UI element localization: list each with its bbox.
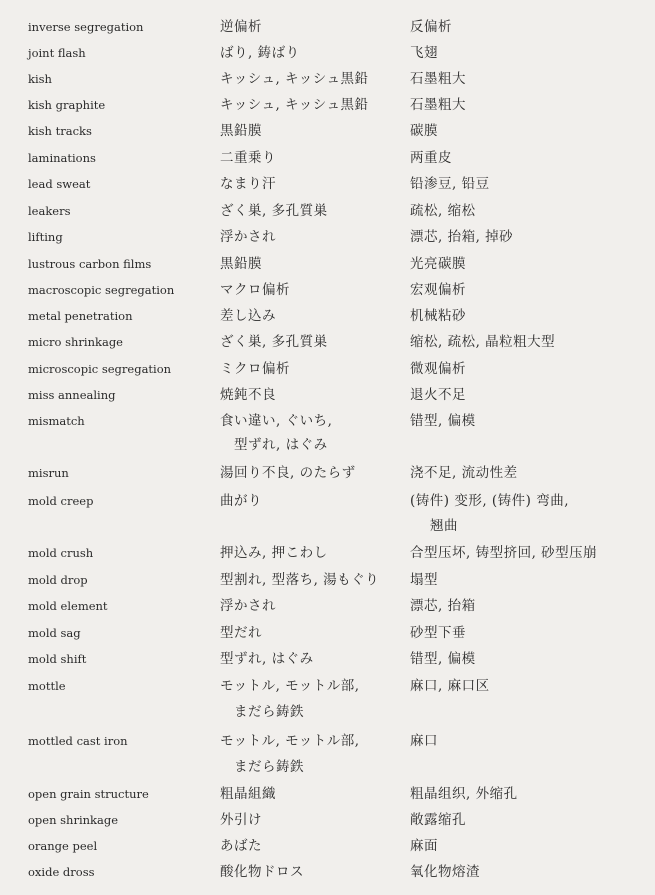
- term-japanese: マクロ偏析: [220, 282, 290, 298]
- term-english: open shrinkage: [28, 813, 119, 827]
- term-chinese: 浇不足, 流动性差: [410, 465, 518, 481]
- term-japanese: あばた: [220, 838, 262, 854]
- term-chinese: 麻面: [410, 838, 438, 854]
- term-english: mottle: [28, 679, 66, 693]
- term-japanese: ミクロ偏析: [220, 361, 290, 377]
- term-chinese: 敞露缩孔: [410, 812, 466, 828]
- term-english: joint flash: [28, 46, 86, 60]
- term-chinese: 光亮碳膜: [410, 256, 466, 272]
- term-japanese: 粗晶組織: [220, 786, 276, 802]
- term-english: mold element: [28, 599, 108, 613]
- term-japanese: ざく巣, 多孔質巣: [220, 203, 328, 219]
- term-japanese: 焼鈍不良: [220, 387, 276, 403]
- term-chinese: 机械粘砂: [410, 308, 466, 324]
- term-english: kish tracks: [28, 124, 92, 138]
- term-japanese: 浮かされ: [220, 229, 276, 245]
- term-english: mold drop: [28, 573, 88, 587]
- term-chinese: 飞翅: [410, 45, 438, 61]
- term-japanese: 曲がり: [220, 493, 262, 509]
- term-english: lead sweat: [28, 177, 91, 191]
- term-japanese: 型ずれ, はぐみ: [220, 651, 314, 667]
- term-english: lifting: [28, 230, 63, 244]
- term-english: open grain structure: [28, 787, 149, 801]
- term-japanese-continuation: まだら鋳鉄: [234, 759, 304, 775]
- term-chinese: 宏观偏析: [410, 282, 466, 298]
- term-english: microscopic segregation: [28, 362, 172, 376]
- term-japanese: モットル, モットル部,: [220, 678, 360, 694]
- term-english: mold crush: [28, 546, 94, 560]
- term-japanese-continuation: まだら鋳鉄: [234, 704, 304, 720]
- term-english: kish: [28, 72, 52, 86]
- term-japanese: モットル, モットル部,: [220, 733, 360, 749]
- term-english: leakers: [28, 204, 71, 218]
- term-chinese: 碳膜: [410, 123, 438, 139]
- term-chinese: 麻口: [410, 733, 438, 749]
- term-chinese: 反偏析: [410, 19, 452, 35]
- term-chinese: 缩松, 疏松, 晶粒粗大型: [410, 334, 556, 350]
- term-chinese: 麻口, 麻口区: [410, 678, 490, 694]
- term-english: metal penetration: [28, 309, 133, 323]
- term-chinese: 微观偏析: [410, 361, 466, 377]
- term-chinese: 错型, 偏模: [410, 651, 476, 667]
- term-english: orange peel: [28, 839, 98, 853]
- term-japanese: 型割れ, 型落ち, 湯もぐり: [220, 572, 380, 588]
- term-japanese: 酸化物ドロス: [220, 864, 304, 880]
- term-chinese: 砂型下垂: [410, 625, 466, 641]
- term-japanese: 湯回り不良, のたらず: [220, 465, 356, 481]
- term-japanese: 黒鉛膜: [220, 256, 262, 272]
- term-japanese: キッシュ, キッシュ黒鉛: [220, 97, 369, 113]
- term-chinese: 石墨粗大: [410, 97, 466, 113]
- term-chinese: 错型, 偏模: [410, 413, 476, 429]
- term-japanese: 押込み, 押こわし: [220, 545, 328, 561]
- term-japanese: 外引け: [220, 812, 262, 828]
- term-english: macroscopic segregation: [28, 283, 175, 297]
- term-chinese: 漂芯, 抬箱, 掉砂: [410, 229, 514, 245]
- term-japanese: ざく巣, 多孔質巣: [220, 334, 328, 350]
- term-japanese: 差し込み: [220, 308, 276, 324]
- term-japanese: キッシュ, キッシュ黒鉛: [220, 71, 369, 87]
- term-english: lustrous carbon films: [28, 257, 152, 271]
- term-english: mold sag: [28, 626, 81, 640]
- term-chinese: 石墨粗大: [410, 71, 466, 87]
- term-japanese: 浮かされ: [220, 598, 276, 614]
- term-english: mold shift: [28, 652, 87, 666]
- term-japanese: 二重乗り: [220, 150, 276, 166]
- term-chinese: 铅渗豆, 铅豆: [410, 176, 490, 192]
- term-chinese: 氧化物熔渣: [410, 864, 480, 880]
- term-english: laminations: [28, 151, 96, 165]
- term-english: oxide dross: [28, 865, 95, 879]
- term-english: kish graphite: [28, 98, 106, 112]
- term-chinese: (铸件) 变形, (铸件) 弯曲,: [410, 493, 570, 509]
- term-japanese: 黒鉛膜: [220, 123, 262, 139]
- term-japanese: 食い違い, ぐいち,: [220, 413, 333, 429]
- term-chinese: 塌型: [410, 572, 438, 588]
- term-english: misrun: [28, 466, 69, 480]
- term-english: mismatch: [28, 414, 85, 428]
- term-chinese: 两重皮: [410, 150, 452, 166]
- term-english: inverse segregation: [28, 20, 144, 34]
- term-english: micro shrinkage: [28, 335, 123, 349]
- term-english: miss annealing: [28, 388, 116, 402]
- term-chinese: 合型压坏, 铸型挤回, 砂型压崩: [410, 545, 598, 561]
- term-english: mold creep: [28, 494, 94, 508]
- term-chinese: 疏松, 缩松: [410, 203, 476, 219]
- term-japanese: 型だれ: [220, 625, 262, 641]
- term-chinese: 退火不足: [410, 387, 466, 403]
- term-japanese: 逆偏析: [220, 19, 262, 35]
- term-chinese: 漂芯, 抬箱: [410, 598, 476, 614]
- term-japanese: なまり汗: [220, 176, 276, 192]
- term-japanese-continuation: 型ずれ, はぐみ: [234, 437, 328, 453]
- term-english: mottled cast iron: [28, 734, 128, 748]
- term-japanese: ばり, 鋳ばり: [220, 45, 300, 61]
- term-chinese: 粗晶组织, 外缩孔: [410, 786, 518, 802]
- term-chinese-continuation: 翘曲: [430, 518, 458, 534]
